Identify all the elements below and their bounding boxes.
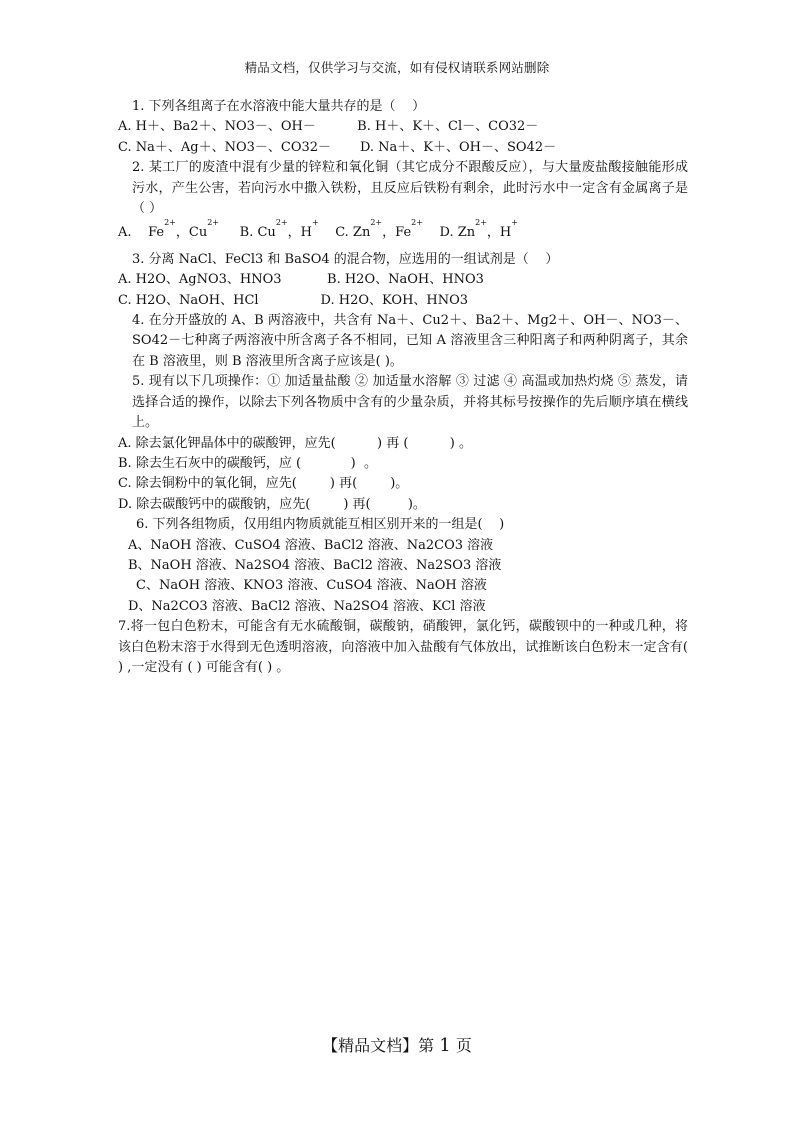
q5-item-b: B. 除去生石灰中的碳酸钙，应 ( ) 。 [118, 455, 377, 471]
q2-opt-c-ion1: C. Zn [335, 225, 371, 241]
q5-item-a: A. 除去氯化钾晶体中的碳酸钾，应先( ) 再 ( ) 。 [118, 435, 472, 451]
q2-opt-b-charge1: 2+ [275, 218, 288, 228]
q6-option-b: B、NaOH 溶液、Na2SO4 溶液、BaCl2 溶液、Na2SO3 溶液 [128, 557, 502, 573]
q1-options-ab: A. H＋、Ba2＋、NO3－、OH－ B. H＋、K＋、Cl－、CO32－ [118, 119, 539, 135]
q1-options-cd: C. Na＋、Ag＋、NO3－、CO32－ D. Na＋、K＋、OH－、SO42－ [118, 139, 557, 155]
footer-page-suffix: 页 [455, 1036, 472, 1055]
q2-opt-a-label: A. [118, 225, 132, 241]
q3-options-cd: C. H2O、NaOH、HCl D. H2O、KOH、HNO3 [118, 292, 469, 308]
q2-opt-a-charge2: 2+ [207, 218, 219, 228]
q2-stem: 2. 某工厂的废渣中混有少量的锌粒和氧化铜（其它成分不跟酸反应），与大量废盐酸接触能形成污水，产生公害，若向污水中撒入铁粉，且反应后铁粉有剩余，此时污水中一定含有金属离子是（ ） [132, 160, 688, 217]
q1-stem: 1. 下列各组离子在水溶液中能大量共存的是（ ） [132, 99, 426, 114]
q2-opt-d-charge2: + [511, 218, 518, 228]
q5-item-c: C. 除去铜粉中的氧化铜，应先( ) 再( )。 [118, 476, 409, 492]
q6-option-c: C、NaOH 溶液、KNO3 溶液、CuSO4 溶液、NaOH 溶液 [136, 578, 487, 594]
q5-item-d: D. 除去碳酸钙中的碳酸钠，应先( ) 再( )。 [118, 496, 426, 512]
page-header: 精品文档，仅供学习与交流，如有侵权请联系网站删除 [244, 60, 550, 75]
page-footer [0, 1033, 794, 1056]
q2-opt-b-ion1: B. Cu [239, 225, 276, 241]
q6-stem: 6. 下列各组物质，仅用组内物质就能互相区别开来的一组是( ) [136, 517, 505, 533]
q3-options-ab: A. H2O、AgNO3、HNO3 B. H2O、NaOH、HNO3 [118, 272, 484, 288]
question-content [118, 97, 688, 678]
footer-label: 【精品文档】 [322, 1036, 419, 1055]
footer-page-number: 1 [439, 1035, 451, 1056]
q2-opt-b-ion2: ，H [287, 225, 312, 241]
q6-option-a: A、NaOH 溶液、CuSO4 溶液、BaCl2 溶液、Na2CO3 溶液 [128, 537, 494, 553]
q2-opt-d-ion1: D. Zn [439, 225, 476, 241]
q2-opt-b-charge2: + [311, 218, 319, 228]
q4-stem: 4. 在分开盛放的 A、B 两溶液中，共含有 Na＋、Cu2＋、Ba2＋、Mg2＋、OH－、NO3－、 SO42－七种离子两溶液中所含离子各不相同，已知 A 溶液里含三种阳离子和两种阴离子，其余在 B 溶液里，则 B 溶液里所含离子应该是( )。 [132, 313, 688, 369]
q2-opt-a-ion2: ，Cu [175, 225, 208, 241]
q2-opt-c-charge1: 2+ [370, 218, 383, 228]
q2-opt-d-charge1: 2+ [475, 218, 487, 228]
q3-stem: 3. 分离 NaCl、FeCl3 和 BaSO4 的混合物，应选用的一组试剂是（ ） [132, 251, 559, 267]
q2-opt-a-ion1: Fe [148, 225, 165, 241]
q2-options [118, 218, 688, 243]
footer-page-prefix: 第 [418, 1036, 435, 1055]
q7-stem: 7.将一包白色粉末，可能含有无水硫酸铜，碳酸钠，硝酸钾，氯化钙，碳酸钡中的一种或几种，将该白色粉末溶于水得到无色透明溶液，向溶液中加入盐酸有气体放出，试推断该白色粉末一定含有( ) ,一定没有 ( ) 可能含有( ) 。 [118, 619, 688, 675]
q2-opt-c-charge2: 2+ [411, 218, 423, 228]
q2-opt-a-charge1: 2+ [164, 218, 176, 228]
q2-opt-c-ion2: ，Fe [382, 225, 412, 241]
q6-option-d: D、Na2CO3 溶液、BaCl2 溶液、Na2SO4 溶液、KCl 溶液 [128, 598, 486, 614]
q5-stem: 5. 现有以下几项操作：① 加适量盐酸 ② 加适量水溶解 ③ 过滤 ④ 高温或加热灼烧 ⑤ 蒸发，请选择合适的操作，以除去下列各物质中含有的少量杂质，并将其标号按操作的先后顺序填在横线上。 [132, 374, 688, 431]
q2-opt-d-ion2: ，H [486, 225, 512, 241]
